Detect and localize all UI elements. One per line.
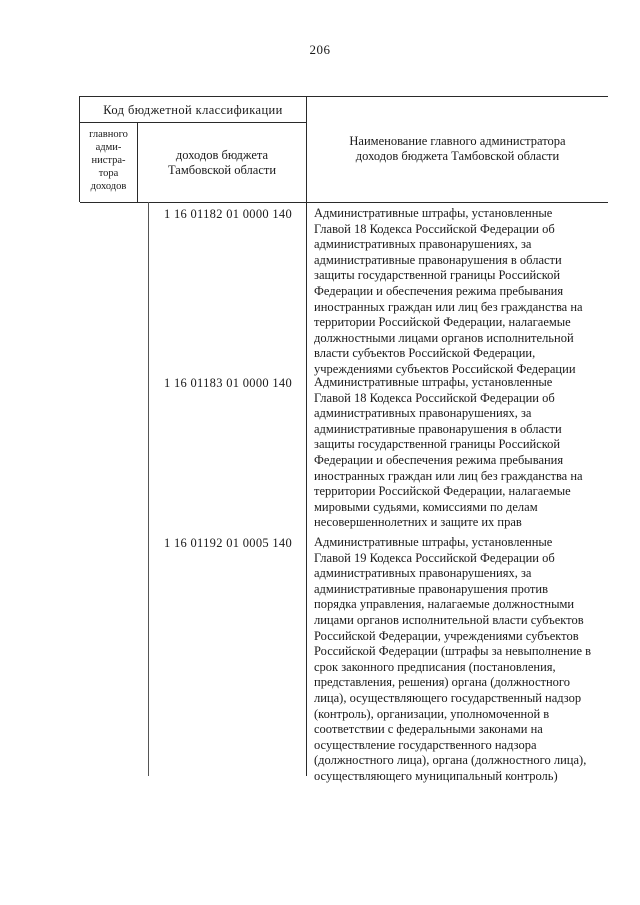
admin-code-header: главного адми- нистра- тора доходов — [89, 129, 128, 192]
income-name-cell: Административные штрафы, установленные Главой 18 Кодекса Российской Федерации об административных правонарушениях, за административные правонарушения в области защиты государственной границы Российской Федерации и обеспечения режима пребывания иностранных граждан или лиц без гражданства на территории Российской Федерации, налагаемые должностными лицами органов исполнительной власти субъектов Российской Федерации, учреждениями субъектов Российской Федерации — [314, 206, 583, 376]
table-header-bottom-border — [80, 202, 608, 203]
budget-classification-code-header: Код бюджетной классификации — [103, 103, 283, 117]
admin-code-column-body-divider — [148, 202, 149, 776]
income-name-cell: Административные штрафы, установленные Главой 18 Кодекса Российской Федерации об административных правонарушениях, за административные правонарушения в области защиты государственной границы Российской Федерации и обеспечения режима пребывания иностранных граждан или лиц без гражданства на территории Российской Федерации, налагаемые мировыми судьями, комиссиями по делам несовершеннолетних и защите их прав — [314, 375, 583, 530]
income-code-header: доходов бюджета Тамбовской области — [167, 148, 277, 177]
income-code-cell: 1 16 01182 01 0000 140 — [163, 207, 292, 221]
administrator-name-header: Наименование главного администратора доходов бюджета Тамбовской области — [349, 134, 566, 163]
name-column-divider — [306, 96, 307, 776]
income-code-cell: 1 16 01192 01 0005 140 — [163, 536, 292, 550]
code-header-divider — [80, 122, 306, 123]
income-code-cell: 1 16 01183 01 0000 140 — [163, 376, 292, 390]
income-name-cell: Административные штрафы, установленные Главой 19 Кодекса Российской Федерации об административных правонарушениях, за административные правонарушения против порядка управления, налагаемые должностными лицами органов исполнительной власти субъектов Российской Федерации, учреждениями субъектов Российской Федерации (штрафы за невыполнение в срок законного предписания (постановления, представления, решения) органа (должностного лица), осуществляющего государственный надзор (контроль), организации, уполномоченной в соответствии с федеральными законами на осуществление государственного надзора (должностного лица), органа (должностного лица), осуществляющего муниципальный контроль) — [314, 535, 592, 783]
table-header-top-border — [80, 96, 608, 97]
page-number: 206 — [309, 42, 331, 57]
